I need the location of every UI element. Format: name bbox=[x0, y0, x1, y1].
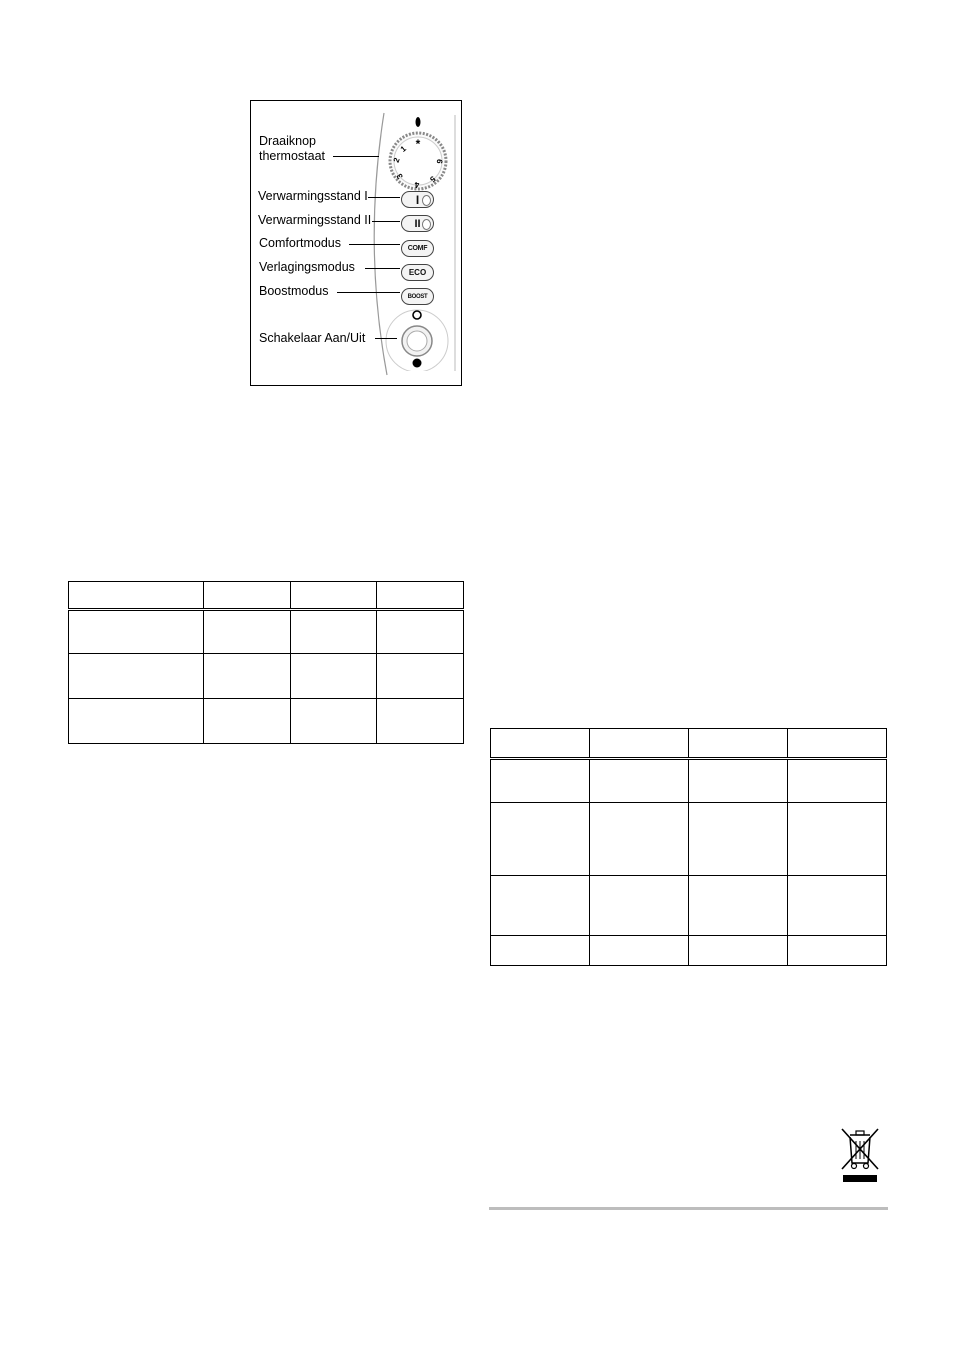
table-cell bbox=[69, 610, 204, 654]
heating-level-2-button[interactable] bbox=[401, 215, 434, 232]
svg-text:5: 5 bbox=[428, 174, 438, 184]
comfort-mode-button[interactable] bbox=[401, 240, 434, 257]
table-cell bbox=[689, 729, 788, 759]
table-row bbox=[69, 699, 464, 744]
table-cell bbox=[377, 582, 464, 610]
power-switch[interactable] bbox=[381, 307, 451, 371]
table-cell bbox=[290, 699, 377, 744]
table-cell bbox=[590, 729, 689, 759]
indicator-led bbox=[422, 219, 431, 230]
table-cell bbox=[290, 582, 377, 610]
table-cell bbox=[788, 803, 887, 876]
svg-text:2: 2 bbox=[391, 156, 402, 164]
table-cell bbox=[204, 610, 291, 654]
table-row bbox=[491, 759, 887, 803]
boost-mode-button[interactable] bbox=[401, 288, 434, 305]
table-cell bbox=[377, 654, 464, 699]
table-row bbox=[491, 729, 887, 759]
eco-mode-button[interactable] bbox=[401, 264, 434, 281]
svg-text:1: 1 bbox=[398, 144, 408, 154]
table-cell bbox=[491, 803, 590, 876]
table-row bbox=[69, 654, 464, 699]
thermostat-leader-line bbox=[333, 156, 379, 157]
table-cell bbox=[689, 803, 788, 876]
heating1-label: Verwarmingsstand I bbox=[258, 189, 368, 203]
specification-table-right bbox=[490, 728, 887, 966]
table-cell bbox=[788, 759, 887, 803]
specification-table-left bbox=[68, 581, 464, 744]
heating-level-1-button[interactable] bbox=[401, 191, 434, 208]
table-cell bbox=[290, 610, 377, 654]
thermostat-label-line1: Draaiknop bbox=[259, 134, 316, 148]
table-cell bbox=[689, 936, 788, 966]
table-cell bbox=[491, 936, 590, 966]
thermostat-label-line2: thermostaat bbox=[259, 149, 326, 163]
table-cell bbox=[69, 654, 204, 699]
svg-text:3: 3 bbox=[394, 172, 405, 181]
table-row bbox=[491, 876, 887, 936]
svg-text:6: 6 bbox=[434, 158, 445, 165]
weee-crossed-bin-icon bbox=[838, 1125, 882, 1185]
heating2-label: Verwarmingsstand II bbox=[258, 213, 372, 227]
eco-leader-line bbox=[365, 268, 400, 269]
table-cell bbox=[377, 699, 464, 744]
eco-label: Verlagingsmodus bbox=[259, 260, 355, 274]
heating1-leader-line bbox=[368, 197, 400, 198]
table-cell bbox=[590, 876, 689, 936]
table-cell bbox=[204, 654, 291, 699]
boost-button-label: BOOST bbox=[407, 293, 428, 300]
eco-button-label: ECO bbox=[408, 268, 427, 277]
comfort-leader-line bbox=[349, 244, 400, 245]
heating2-leader-line bbox=[372, 221, 400, 222]
footer-divider bbox=[489, 1207, 888, 1210]
comfort-button-label: COMF bbox=[407, 245, 428, 252]
table-cell bbox=[204, 699, 291, 744]
svg-text:4: 4 bbox=[414, 180, 420, 189]
table-cell bbox=[377, 610, 464, 654]
indicator-led bbox=[422, 195, 431, 206]
table-cell bbox=[290, 654, 377, 699]
table-cell bbox=[491, 729, 590, 759]
table-cell bbox=[204, 582, 291, 610]
table-cell bbox=[590, 803, 689, 876]
table-cell bbox=[689, 759, 788, 803]
table-cell bbox=[491, 759, 590, 803]
table-cell bbox=[689, 876, 788, 936]
table-cell bbox=[69, 582, 204, 610]
switch-leader-line bbox=[375, 338, 397, 339]
boost-label: Boostmodus bbox=[259, 284, 329, 298]
table-cell bbox=[590, 936, 689, 966]
boost-leader-line bbox=[337, 292, 400, 293]
table-cell bbox=[491, 876, 590, 936]
table-cell bbox=[788, 729, 887, 759]
table-row bbox=[69, 610, 464, 654]
comfort-label: Comfortmodus bbox=[259, 236, 341, 250]
table-cell bbox=[69, 699, 204, 744]
table-row bbox=[69, 582, 464, 610]
svg-text:*: * bbox=[415, 137, 421, 151]
heating2-button-label: II bbox=[414, 217, 421, 230]
table-cell bbox=[788, 876, 887, 936]
table-cell bbox=[590, 759, 689, 803]
thermostat-dial[interactable] bbox=[386, 115, 450, 195]
table-row bbox=[491, 803, 887, 876]
switch-label: Schakelaar Aan/Uit bbox=[259, 331, 366, 345]
heating1-button-label: I bbox=[415, 192, 420, 207]
control-panel-figure bbox=[250, 100, 462, 386]
table-cell bbox=[788, 936, 887, 966]
table-row bbox=[491, 936, 887, 966]
